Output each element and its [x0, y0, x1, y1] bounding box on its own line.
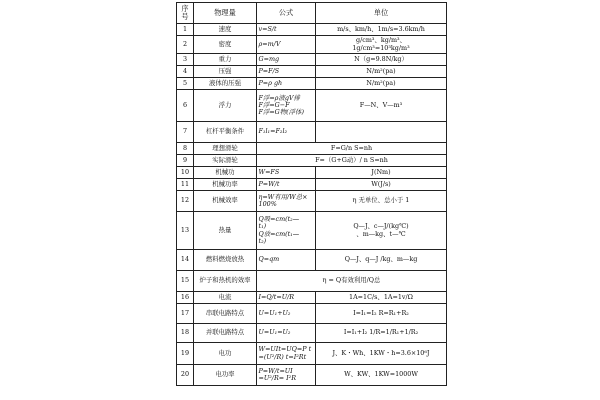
row-quantity: 压强	[194, 66, 257, 78]
row-index: 16	[177, 292, 194, 304]
row-unit: F—N、V—m³	[316, 90, 447, 122]
row-formula: P=ρ gh	[257, 78, 316, 90]
row-index: 20	[177, 365, 194, 386]
row-formula: η = Q有效利用/Q总	[257, 271, 447, 292]
row-formula: Q=qm	[257, 250, 316, 271]
row-formula: U=U₁+U₂	[257, 304, 316, 324]
table-row	[177, 54, 447, 66]
row-quantity: 热量	[194, 212, 257, 250]
header-formula: 公式	[257, 3, 316, 24]
row-formula: F浮=ρ液gV排 F浮=G−F F浮=G物(浮体)	[257, 90, 316, 122]
row-index: 12	[177, 191, 194, 212]
row-quantity: 炉子和热机的效率	[194, 271, 257, 292]
table-row	[177, 304, 447, 324]
table-row	[177, 167, 447, 179]
row-unit: W、KW、1KW=1000W	[316, 365, 447, 386]
row-index: 3	[177, 54, 194, 66]
row-unit: m/s、km/h、1m/s=3.6km/h	[316, 24, 447, 36]
table-row	[177, 122, 447, 143]
row-index: 14	[177, 250, 194, 271]
row-formula: W=UIt=UQ=P t =(U²/R) t=I²Rt	[257, 343, 316, 365]
row-unit: g/cm³、kg/m³、 1g/cm³=10³kg/m³	[316, 36, 447, 54]
row-quantity: 机械功	[194, 167, 257, 179]
row-quantity: 机械效率	[194, 191, 257, 212]
row-formula: W=FS	[257, 167, 316, 179]
table-row	[177, 343, 447, 365]
row-unit: N/m²(pa)	[316, 66, 447, 78]
row-formula: ρ=m/V	[257, 36, 316, 54]
row-formula: U=U₁=U₂	[257, 324, 316, 343]
table-row	[177, 143, 447, 155]
row-index: 1	[177, 24, 194, 36]
table-row	[177, 191, 447, 212]
table-row	[177, 78, 447, 90]
row-index: 8	[177, 143, 194, 155]
row-index: 4	[177, 66, 194, 78]
row-index: 15	[177, 271, 194, 292]
row-formula: I=Q/t=U/R	[257, 292, 316, 304]
row-quantity: 电功	[194, 343, 257, 365]
row-unit: N（g=9.8N/kg）	[316, 54, 447, 66]
header-unit: 单位	[316, 3, 447, 24]
table-row	[177, 90, 447, 122]
table-row	[177, 292, 447, 304]
row-quantity: 燃料燃烧放热	[194, 250, 257, 271]
row-unit: Q—J、c—J/(kg℃) 、m—kg、t—℃	[316, 212, 447, 250]
row-quantity: 浮力	[194, 90, 257, 122]
row-formula: P=W/t	[257, 179, 316, 191]
row-formula: η=W有用/W总× 100%	[257, 191, 316, 212]
row-quantity: 机械功率	[194, 179, 257, 191]
table-row	[177, 250, 447, 271]
row-formula: G=mg	[257, 54, 316, 66]
row-quantity: 串联电路特点	[194, 304, 257, 324]
table-row	[177, 271, 447, 292]
row-formula: F=G/n S=nh	[257, 143, 447, 155]
table-row	[177, 36, 447, 54]
row-quantity: 杠杆平衡条件	[194, 122, 257, 143]
row-unit: J、K・Wh、1KW・h=3.6×10⁶J	[316, 343, 447, 365]
header-row	[177, 3, 447, 24]
row-unit: I=I₁+I₂ 1/R=1/R₁+1/R₂	[316, 324, 447, 343]
row-formula: v=S/t	[257, 24, 316, 36]
row-unit: η 无单位、总小于 1	[316, 191, 447, 212]
row-quantity: 密度	[194, 36, 257, 54]
row-unit: N/m²(pa)	[316, 78, 447, 90]
row-unit: J(Nm)	[316, 167, 447, 179]
row-quantity: 电功率	[194, 365, 257, 386]
row-index: 6	[177, 90, 194, 122]
row-index: 10	[177, 167, 194, 179]
row-index: 17	[177, 304, 194, 324]
row-index: 5	[177, 78, 194, 90]
row-quantity: 重力	[194, 54, 257, 66]
row-unit: W(J/s)	[316, 179, 447, 191]
row-index: 11	[177, 179, 194, 191]
row-quantity: 并联电路特点	[194, 324, 257, 343]
table-row	[177, 365, 447, 386]
row-quantity: 电流	[194, 292, 257, 304]
header-quantity: 物理量	[194, 3, 257, 24]
row-index: 19	[177, 343, 194, 365]
table-row	[177, 212, 447, 250]
row-quantity: 理想滑轮	[194, 143, 257, 155]
row-formula: P=F/S	[257, 66, 316, 78]
row-index: 7	[177, 122, 194, 143]
row-formula: F=（G+G动）/ n S=nh	[257, 155, 447, 167]
row-index: 13	[177, 212, 194, 250]
row-formula: Q吸=cm(t₂— t₁) Q放=cm(t₁— t₂)	[257, 212, 316, 250]
table-row	[177, 179, 447, 191]
table-row	[177, 24, 447, 36]
physics-formula-table	[176, 2, 447, 386]
table-row	[177, 324, 447, 343]
table-body	[177, 24, 447, 386]
row-unit: 1A=1C/s、1A=1v/Ω	[316, 292, 447, 304]
row-index: 9	[177, 155, 194, 167]
row-index: 18	[177, 324, 194, 343]
row-formula: F₁l₁=F₂l₂	[257, 122, 316, 143]
row-index: 2	[177, 36, 194, 54]
row-unit: I=I₁=I₂ R=R₁+R₂	[316, 304, 447, 324]
row-unit	[316, 122, 447, 143]
table-row	[177, 155, 447, 167]
header-index: 序号	[177, 3, 194, 24]
row-unit: Q—J、q—J /kg、m—kg	[316, 250, 447, 271]
row-quantity: 实际滑轮	[194, 155, 257, 167]
row-formula: P=W/t=UI =U²/R= I²R	[257, 365, 316, 386]
row-quantity: 液体的压强	[194, 78, 257, 90]
table-row	[177, 66, 447, 78]
row-quantity: 速度	[194, 24, 257, 36]
